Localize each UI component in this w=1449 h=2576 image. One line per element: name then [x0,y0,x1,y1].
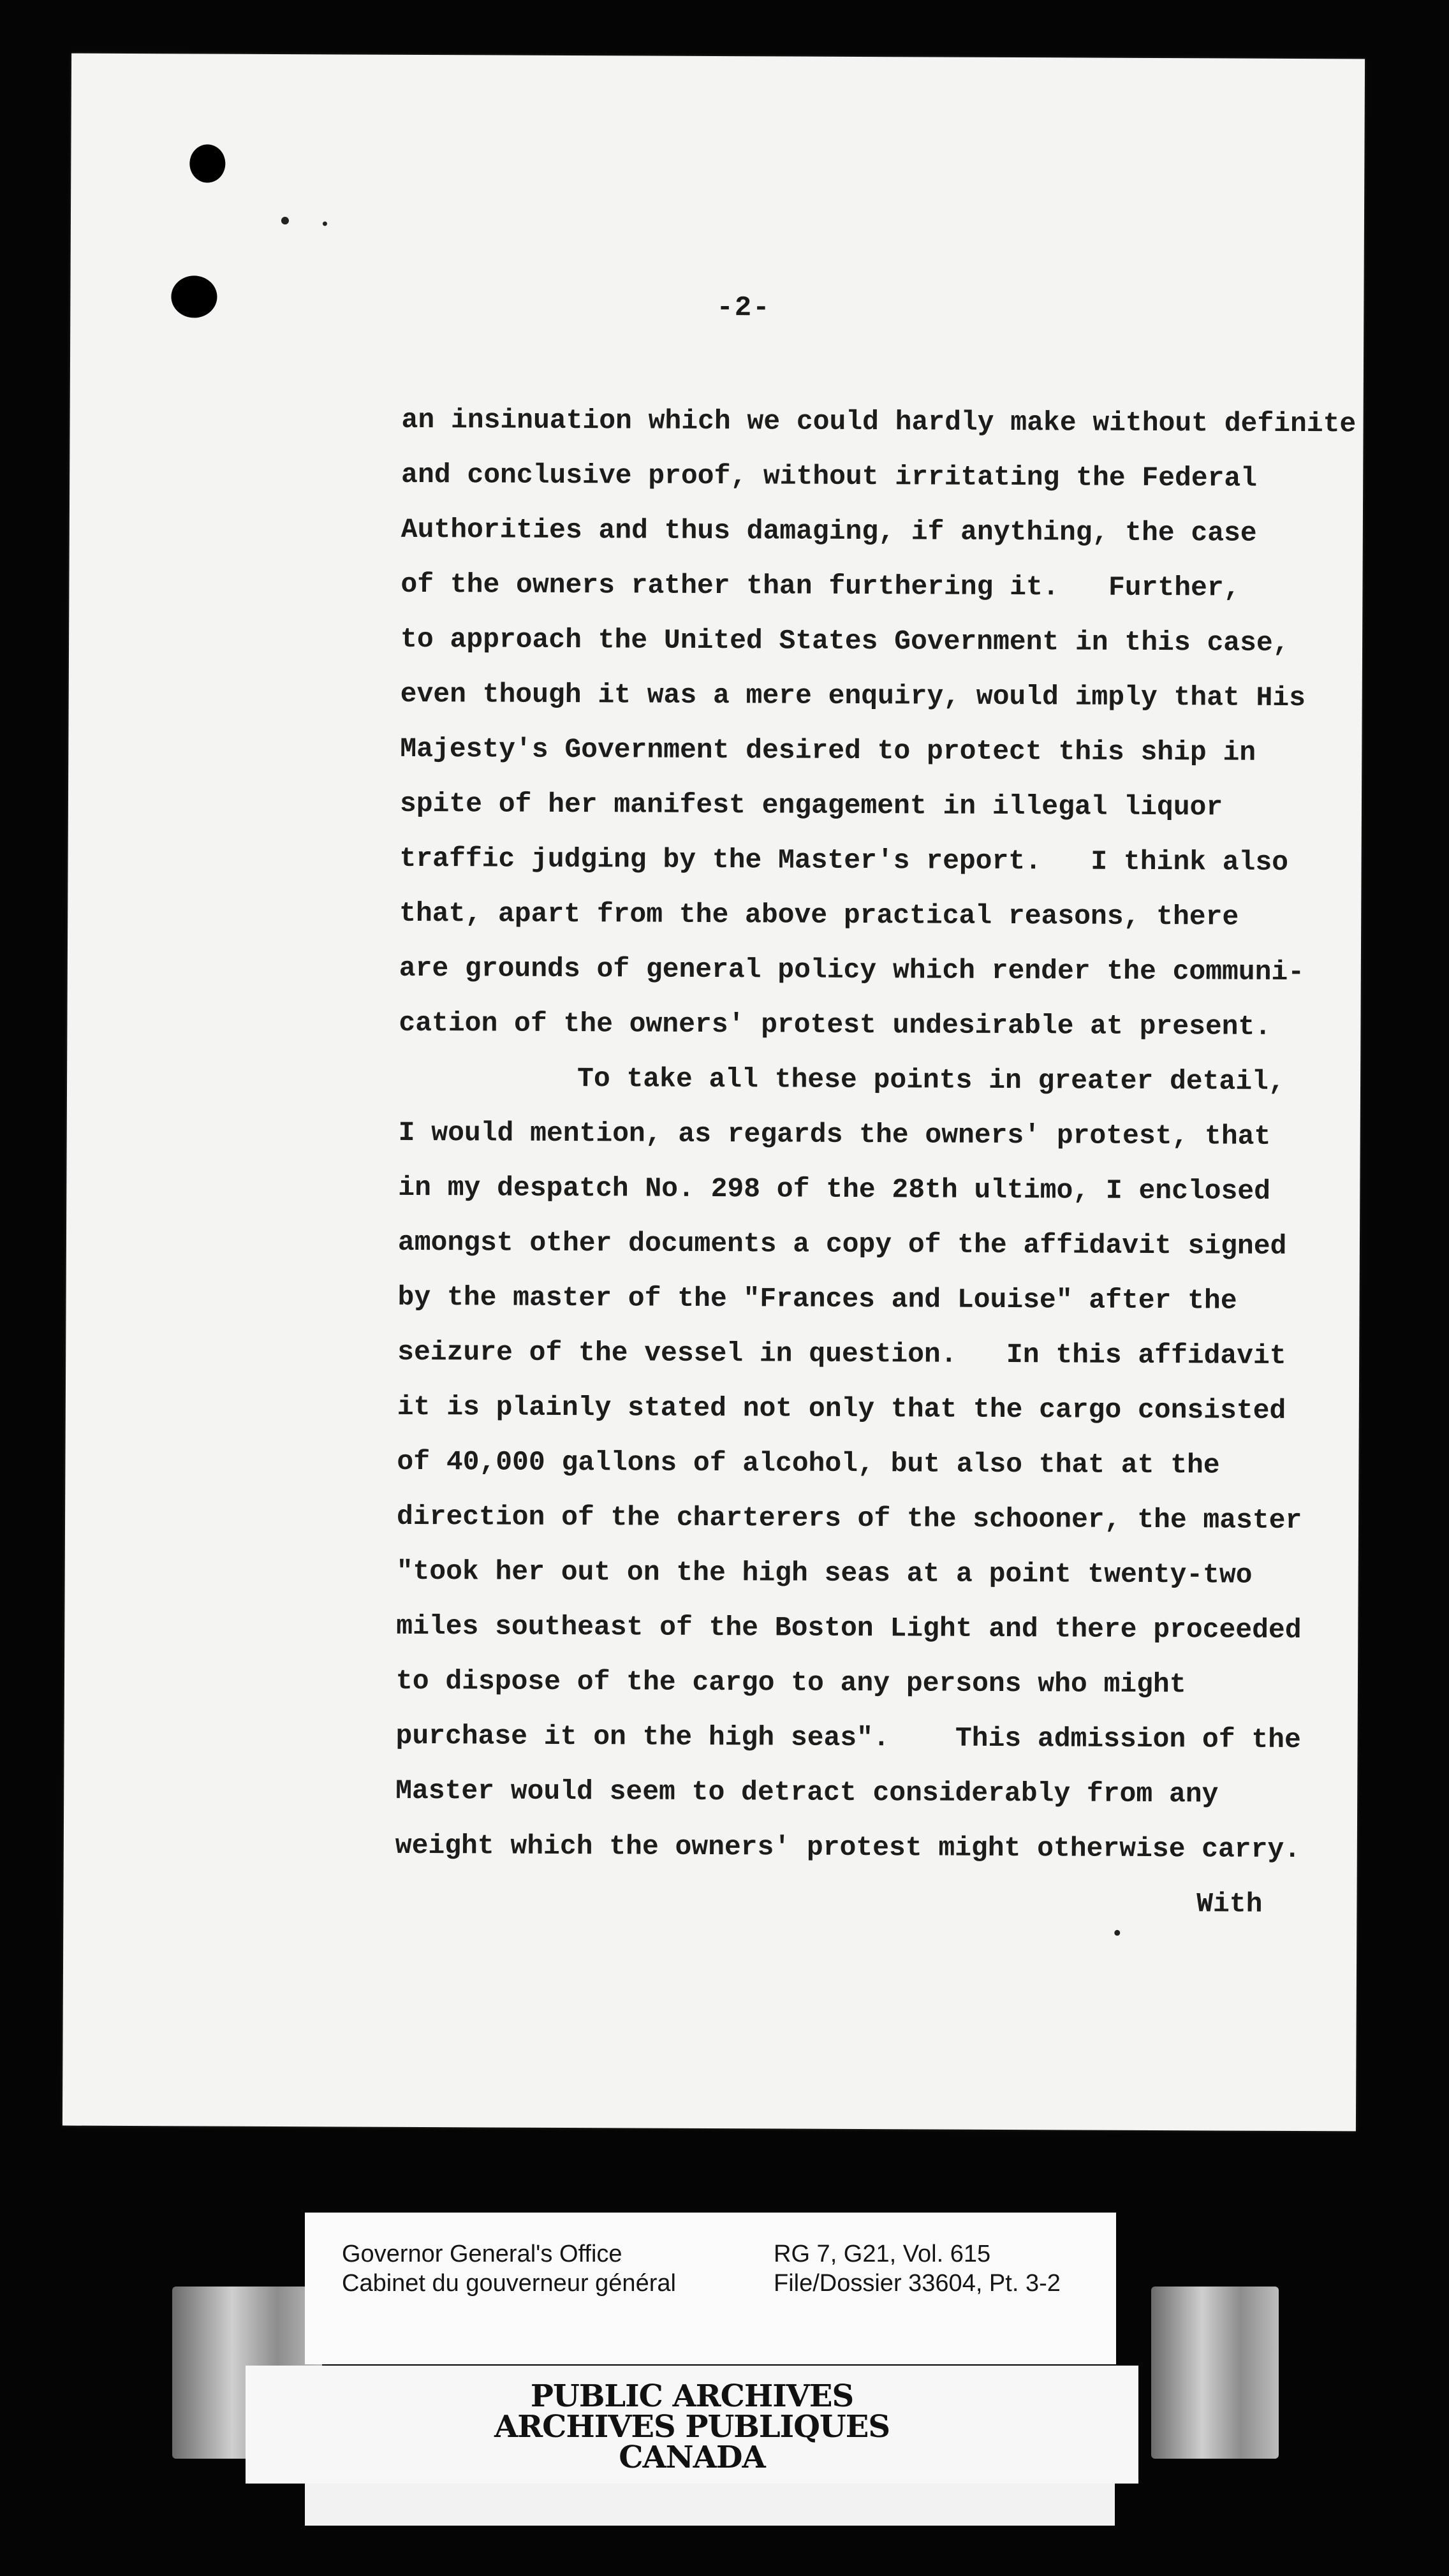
film-strip-right [1151,2287,1279,2459]
catchword: With [1196,1888,1263,1920]
text-line: seizure of the vessel in question. In this affidavit [397,1336,1286,1372]
stamp-line-country: CANADA [619,2440,765,2475]
stamp-line-french: ARCHIVES PUBLIQUES [494,2409,890,2445]
text-line: to approach the United States Government in this case, [400,623,1290,659]
document-page [63,54,1365,2132]
public-archives-stamp [246,2366,1138,2484]
office-french: Cabinet du gouverneur général [342,2270,676,2297]
file-reference: File/Dossier 33604, Pt. 3-2 [774,2270,1061,2297]
text-line: in my despatch No. 298 of the 28th ultimo, I enclosed [398,1171,1271,1207]
dust-speck [281,217,289,224]
text-line: I would mention, as regards the owners' protest, that [398,1116,1271,1152]
text-line: even though it was a mere enquiry, would imply that His [400,678,1306,714]
text-line: are grounds of general policy which render the communi- [399,952,1305,988]
office-english: Governor General's Office [342,2241,622,2267]
text-line: direction of the charterers of the schooner, the master [396,1500,1302,1537]
page-number: -2- [716,292,771,325]
text-line: amongst other documents a copy of the affidavit signed [397,1226,1287,1262]
text-line: traffic judging by the Master's report. I think also [399,842,1289,878]
text-line: it is plainly stated not only that the cargo consisted [397,1391,1286,1426]
paragraph-start-line: To take all these points in greater detail, [577,1063,1285,1097]
dust-speck [323,221,327,226]
text-line: and conclusive proof, without irritating the Federal [401,458,1258,494]
text-line: of the owners rather than furthering it. Further, [401,568,1240,604]
text-line: weight which the owners' protest might otherwise carry. [395,1829,1301,1866]
text-line: Master would seem to detract considerably from any [395,1775,1219,1810]
stamp-line-english: PUBLIC ARCHIVES [530,2378,854,2414]
label-bottom-strip [305,2484,1115,2526]
text-line: by the master of the "Frances and Louise" after the [397,1281,1237,1317]
text-line: Authorities and thus damaging, if anything, the case [401,513,1257,549]
text-line: purchase it on the high seas". This admission of the [395,1720,1301,1756]
text-line: of 40,000 gallons of alcohol, but also that at the [397,1445,1220,1481]
punch-hole-bottom [171,275,217,318]
text-line: that, apart from the above practical reasons, there [399,897,1239,933]
text-line: an insinuation which we could hardly make without definite [401,404,1357,440]
text-line: cation of the owners' protest undesirable at present. [399,1007,1272,1043]
punch-hole-top [189,144,225,182]
text-line: spite of her manifest engagement in illegal liquor [399,787,1223,823]
reference-block [774,2239,1061,2298]
archive-reference-label [305,2213,1116,2364]
record-group-reference: RG 7, G21, Vol. 615 [774,2241,991,2267]
letter-body [395,393,1358,1933]
text-line: miles southeast of the Boston Light and there proceeded [396,1610,1302,1646]
office-block [342,2239,676,2298]
text-line: "took her out on the high seas at a point twenty-two [396,1555,1253,1591]
text-line: Majesty's Government desired to protect this ship in [400,733,1256,768]
text-line: to dispose of the cargo to any persons who might [395,1665,1186,1701]
